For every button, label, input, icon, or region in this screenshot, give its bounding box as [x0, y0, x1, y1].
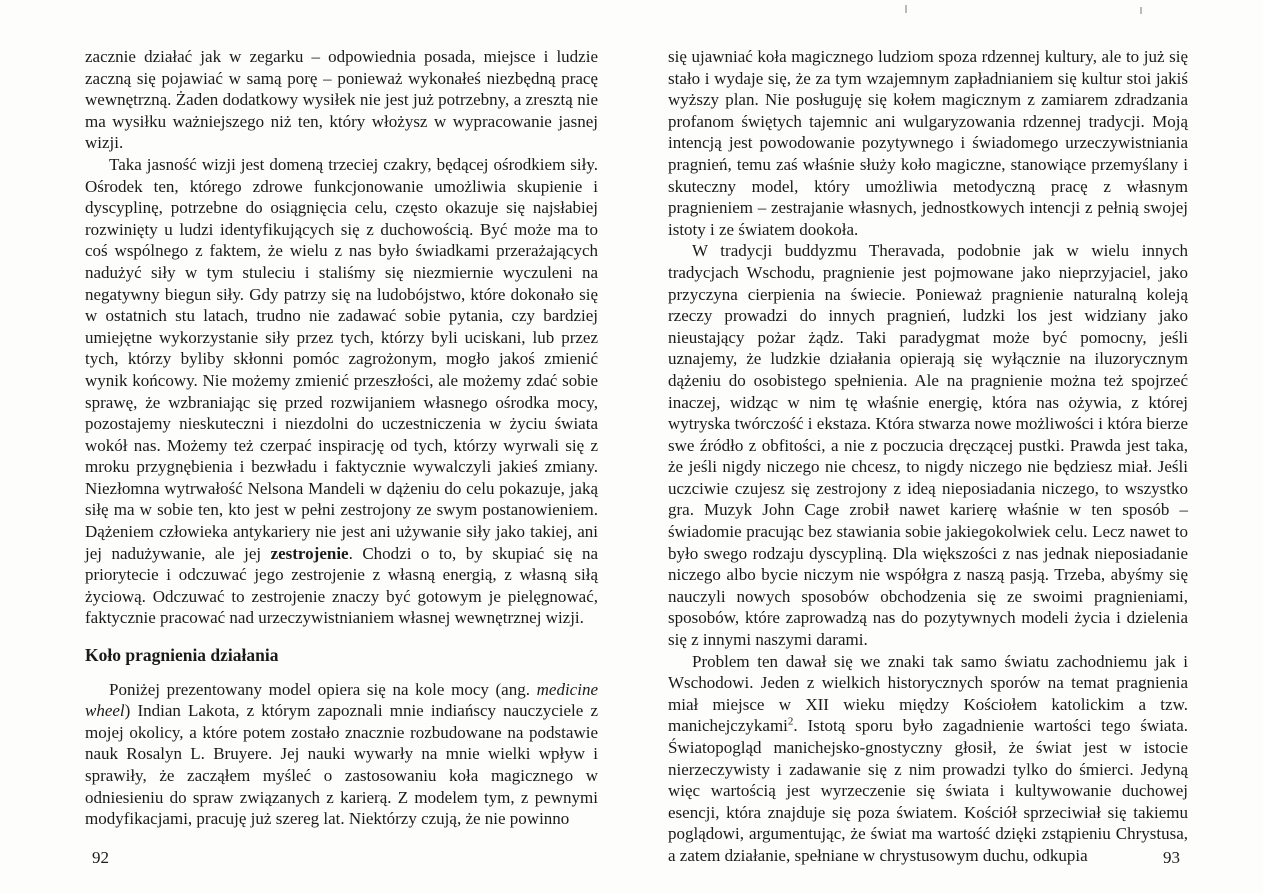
scan-artifact [1140, 7, 1142, 14]
page-left-text [85, 46, 598, 830]
paragraph [668, 46, 1188, 240]
scan-artifact [905, 5, 907, 13]
text-run: . Chodzi o to, by skupiać się na priorytecie i odczuwać jego zestrojenie z własną energią, z własną siłą życiową. Odczuwać to zestrojenie znaczy być gotowym je pielęgnować, faktycznie pracować nad urzeczywistnianiem własnej wewnętrznej wizji. [85, 543, 598, 628]
paragraph [668, 240, 1188, 650]
text-run: się ujawniać koła magicznego ludziom spoza rdzennej kultury, ale to już się stało i wydaje się, że za tym wzajemnym zapładnianiem się kultur stoi jakiś wyższy plan. Nie posługuję się kołem magicznym z zamiarem zdradzania profanom świętych tajemnic ani wulgaryzowania rdzennej tradycji. Moją intencją jest powodowanie pozytywnego i świadomego urzeczywistniania pragnień, temu zaś właśnie służy koło magiczne, stanowiące przemyślany i skuteczny model, który umożliwia metodyczną pracę z własnym pragnieniem – zestrajanie własnych, jednostkowych intencji z pełnią swojej istoty i ze światem dookoła. [668, 47, 1188, 239]
paragraph [85, 679, 598, 830]
text-run: medicine wheel [85, 679, 598, 721]
text-run: Problem ten dawał się we znaki tak samo światu zachodniemu jak i Wschodowi. Jeden z wielkich historycznych sporów na temat pragnienia miał miejsce w XII wieku między Kościołem katolickim a tzw. manichejczykami [668, 651, 1188, 736]
text-run: Taka jasność wizji jest domeną trzeciej czakry, będącej ośrodkiem siły. Ośrodek ten, którego zdrowe funkcjonowanie umożliwia skupienie i dyscyplinę, potrzebne do osiągnięcia celu, często okazuje się najsłabiej rozwinięty u ludzi identyfikujących się z duchowością. Być może ma to coś wspólnego z faktem, że wielu z nas było świadkami przerażających nadużyć siły w tym stuleciu i staliśmy się niezmiernie wyczuleni na negatywny biegun siły. Gdy patrzy się na ludobójstwo, które dokonało się w ostatnich stu latach, trudno nie zadawać sobie pytania, czy bardziej umiejętne wykorzystanie siły przez tych, którzy byli uciskani, lub przez tych, którzy byliby skłonni pomóc zagrożonym, mogło jakoś zmienić wynik końcowy. Nie możemy zmienić przeszłości, ale możemy zdać sobie sprawę, że wzbraniając się przed rozwijaniem własnego ośrodka mocy, pozostajemy nieskuteczni i niezdolni do uczestniczenia w życiu świata wokół nas. Możemy też czerpać inspirację od tych, którzy wyrwali się z mroku przygnębienia i bezwładu i faktycznie wywalczyli jakieś zmiany. Niezłomna wytrwałość Nelsona Mandeli w dążeniu do celu pokazuje, jaką siłę ma w sobie ten, kto jest w pełni zestrojony ze swym postanowieniem. Dążeniem człowieka antykariery nie jest ani używanie siły jako takiej, ani jej nadużywanie, ale jej [85, 154, 598, 563]
text-run: ) Indian Lakota, z którym zapoznali mnie indiańscy nauczyciele z mojej okolicy, a które potem zostało znacznie rozbudowane na podstawie nauk Rosalyn L. Bruyere. Jej nauki wywarły na mnie wielki wpływ i sprawiły, że zacząłem myśleć o zastosowaniu koła magicznego w odniesieniu do spraw związanych z karierą. Z modelem tym, z pewnymi modyfikacjami, pracuję już szereg lat. Niektórzy czują, że nie powinno [85, 701, 598, 829]
text-run: Koło pragnienia działania [85, 645, 279, 666]
paragraph [85, 154, 598, 629]
footnote-marker: 2 [787, 715, 794, 728]
page-number-right: 93 [1163, 848, 1180, 867]
text-run: . Istotą sporu było zagadnienie wartości tego świata. Światopogląd manichejsko-gnostyczny głosił, że świat jest w istocie nierzeczywisty i zadawanie się z nim prowadzi tylko do śmierci. Jedyną więc wartością jest wyrzeczenie się świata i kultywowanie duchowej esencji, która znajduje się poza światem. Kościół sprzeciwiał się takiemu poglądowi, argumentując, że świat ma wartość dzięki zstąpieniu Chrystusa, a zatem działanie, spełniane w chrystusowym duchu, odkupia [668, 716, 1188, 865]
section-heading [85, 645, 598, 667]
text-run: zacznie działać jak w zegarku – odpowiednia posada, miejsce i ludzie zaczną się pojawiać w samą porę – ponieważ wykonałeś niezbędną pracę wewnętrzną. Żaden dodatkowy wysiłek nie jest już potrzebny, a zresztą nie ma wysiłku ważniejszego niż ten, który włożysz w wypracowanie jasnej wizji. [85, 47, 598, 153]
text-run: zestrojenie [270, 543, 349, 563]
paragraph [668, 651, 1188, 867]
paragraph [85, 46, 598, 154]
text-run: Poniżej prezentowany model opiera się na kole mocy (ang. [109, 679, 537, 699]
text-run: W tradycji buddyzmu Theravada, podobnie jak w wielu innych tradycjach Wschodu, pragnienie jest pojmowane jako nieprzyjaciel, jako przyczyna cierpienia na świecie. Ponieważ pragnienie naturalną koleją rzeczy prowadzi do innych pragnień, ludzki los jest widziany jako nieustający pożar żądz. Taki paradygmat może być pomocny, jeśli uznajemy, że ludzkie działania opierają się wyłącznie na iluzorycznym dążeniu do osobistego spełnienia. Ale na pragnienie można też spojrzeć inaczej, widząc w nim tę właśnie energię, która nas ożywia, z której wytryska twórczość i ekstaza. Która stwarza nowe możliwości i która bierze swe źródło z obfitości, a nie z poczucia dręczącej pustki. Prawda jest taka, że jeśli nigdy niczego nie chcesz, to nigdy niczego nie będziesz miał. Jeśli uczciwie czujesz się zestrojony z ideą nieposiadania niczego, to wszystko gra. Muzyk John Cage zrobił nawet karierę właśnie w ten sposób – świadomie pracując bez stawiania sobie jakiegokolwiek celu. Lecz nawet to było swego rodzaju dyscypliną. Dla większości z nas jednak nieposiadanie niczego albo bycie niczym nie współgra z naszą pasją. Trzeba, abyśmy się nauczyli nowych sposobów obchodzenia się ze swoimi pragnieniami, sposobów, które zaprowadzą nas do pozytywnych modeli życia i dzielenia się z innymi naszymi darami. [668, 241, 1188, 650]
page-right-text [668, 46, 1188, 867]
page-number-left: 92 [92, 848, 109, 867]
